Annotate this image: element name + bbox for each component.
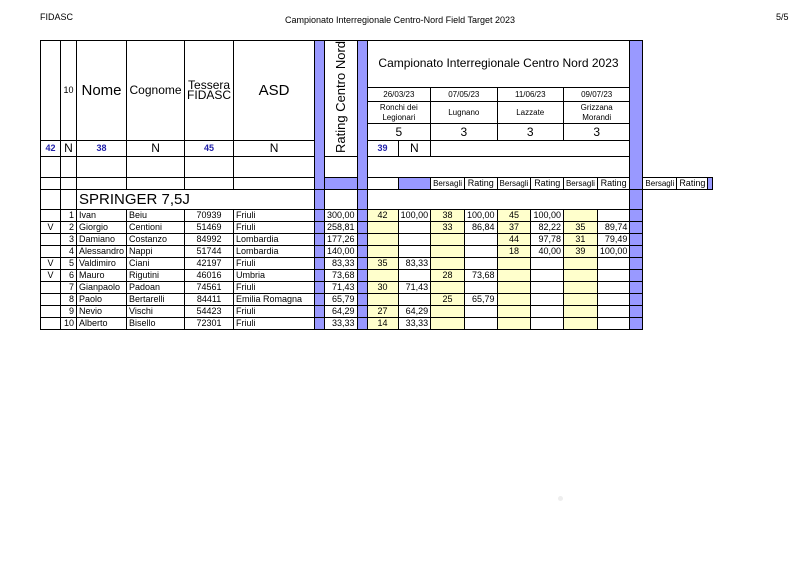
event-rating [597,210,630,222]
spacer-cell [367,190,630,210]
targets-hit [563,270,597,282]
targets-hit [431,234,465,246]
rating-subheader: Rating [465,178,498,190]
purple-cell [315,282,325,294]
event-place: Grizzana Morandi [563,102,629,124]
bersagli-subheader: Bersagli [431,178,465,190]
table-row [41,258,713,270]
event-rating: 100,00 [398,210,431,222]
bersagli-subheader: Bersagli [643,178,677,190]
event-rating: 71,43 [398,282,431,294]
total-rating: 140,00 [325,246,358,258]
spacer-cell [127,178,185,190]
purple-cell [357,282,367,294]
purple-cell [315,210,325,222]
event-rating [465,306,498,318]
veteran-flag [41,210,61,222]
total-rating: 65,79 [325,294,358,306]
targets-hit [563,210,597,222]
veteran-flag [41,282,61,294]
targets-hit [431,282,465,294]
targets-hit [431,318,465,330]
targets-hit [497,270,531,282]
purple-cell [315,222,325,234]
event-rating: 82,22 [531,222,564,234]
purple-cell [315,318,325,330]
event-rating [597,306,630,318]
spacer-cell [61,190,77,210]
asd-header: ASD [234,41,315,141]
event-rating: 73,68 [465,270,498,282]
veteran-flag: V [41,222,61,234]
membership-number: 42197 [185,258,234,270]
targets-hit: 37 [497,222,531,234]
first-name: Valdimiro [77,258,127,270]
targets-hit [497,294,531,306]
targets-hit [497,306,531,318]
targets-hit: 44 [497,234,531,246]
membership-number: 84992 [185,234,234,246]
purple-cell [630,222,643,234]
club: Emilia Romagna [234,294,315,306]
veteran-flag: V [41,270,61,282]
event-rounds: 3 [563,124,629,140]
position: 5 [61,258,77,270]
last-name: Rigutini [127,270,185,282]
event-date: 09/07/23 [563,87,629,101]
last-name: Bertarelli [127,294,185,306]
first-name: Damiano [77,234,127,246]
event-rating [531,306,564,318]
event-rating: 33,33 [398,318,431,330]
event-rating [465,246,498,258]
v-column-header [41,41,61,141]
purple-cell [315,258,325,270]
event-rating [465,234,498,246]
targets-hit [563,306,597,318]
purple-cell [630,294,643,306]
membership-number: 51744 [185,246,234,258]
targets-hit [367,222,398,234]
count-header: 10 [61,41,77,141]
targets-hit: 25 [431,294,465,306]
event-rating [597,294,630,306]
header-left: FIDASC [40,12,74,22]
purple-cell [357,190,367,210]
purple-cell [325,178,358,190]
last-name: Centioni [127,222,185,234]
targets-hit: 39 [563,246,597,258]
spacer-cell [77,157,127,178]
nome-header: Nome [77,41,127,141]
championship-title: Campionato Interregionale Centro Nord 2023 [367,41,630,88]
membership-number: 51469 [185,222,234,234]
position: 8 [61,294,77,306]
event-rating: 40,00 [531,246,564,258]
event-max-score: 39 [367,140,398,156]
targets-hit: 42 [367,210,398,222]
event-rating [597,318,630,330]
purple-cell [315,270,325,282]
purple-cell [357,246,367,258]
event-rounds: 3 [497,124,563,140]
spacer-cell [367,178,398,190]
event-n: N [398,140,431,156]
targets-hit [367,246,398,258]
event-rating: 89,74 [597,222,630,234]
last-name: Vischi [127,306,185,318]
event-rating [531,282,564,294]
membership-number: 74561 [185,282,234,294]
veteran-flag: V [41,258,61,270]
purple-cell [357,270,367,282]
position: 2 [61,222,77,234]
event-date: 11/06/23 [497,87,563,101]
first-name: Mauro [77,270,127,282]
total-rating: 64,29 [325,306,358,318]
total-rating: 83,33 [325,258,358,270]
club: Friuli [234,258,315,270]
dot-mark [558,496,563,501]
purple-cell [630,306,643,318]
purple-cell [630,246,643,258]
event-rating: 64,29 [398,306,431,318]
event-rating: 86,84 [465,222,498,234]
purple-cell [315,190,325,210]
bersagli-subheader: Bersagli [497,178,531,190]
spacer-cell [41,190,61,210]
purple-cell [357,294,367,306]
purple-cell [357,222,367,234]
rating-subheader: Rating [677,178,708,190]
event-max-score: 42 [41,140,61,156]
event-rating [597,258,630,270]
targets-hit: 33 [431,222,465,234]
spacer-cell [234,178,315,190]
purple-cell [357,210,367,222]
purple-cell [357,258,367,270]
table-row [41,294,713,306]
table-row [41,306,713,318]
header-title: Campionato Interregionale Centro-Nord Field Target 2023 [285,15,515,25]
last-name: Beiu [127,210,185,222]
purple-cell [708,178,713,190]
targets-hit [431,306,465,318]
targets-hit [497,258,531,270]
first-name: Paolo [77,294,127,306]
first-name: Alberto [77,318,127,330]
spacer-cell [367,157,630,178]
purple-cell [315,234,325,246]
veteran-flag [41,306,61,318]
event-rating: 100,00 [597,246,630,258]
total-rating: 177,26 [325,234,358,246]
spacer-cell [325,157,358,178]
purple-cell [630,190,643,210]
event-rating [398,294,431,306]
targets-hit: 45 [497,210,531,222]
purple-cell [630,270,643,282]
event-rating: 83,33 [398,258,431,270]
cognome-header: Cognome [127,41,185,141]
purple-cell [315,306,325,318]
last-name: Bisello [127,318,185,330]
targets-hit: 18 [497,246,531,258]
veteran-flag [41,246,61,258]
event-rating: 100,00 [531,210,564,222]
membership-number: 70939 [185,210,234,222]
targets-hit [367,294,398,306]
table-row [41,318,713,330]
targets-hit [431,246,465,258]
event-max-score: 38 [77,140,127,156]
event-rating [465,318,498,330]
event-rating: 97,78 [531,234,564,246]
position: 10 [61,318,77,330]
event-date: 07/05/23 [431,87,497,101]
event-rating: 65,79 [465,294,498,306]
targets-hit [497,282,531,294]
total-rating: 71,43 [325,282,358,294]
purple-cell [630,282,643,294]
event-rating: 79,49 [597,234,630,246]
spacer-cell [41,157,61,178]
membership-number: 46016 [185,270,234,282]
targets-hit [563,282,597,294]
targets-hit: 14 [367,318,398,330]
purple-cell [357,234,367,246]
purple-cell [315,294,325,306]
event-n: N [234,140,315,156]
table-row [41,210,713,222]
targets-hit [563,294,597,306]
rating-subheader: Rating [597,178,630,190]
event-rating [398,270,431,282]
targets-hit: 30 [367,282,398,294]
club: Friuli [234,318,315,330]
event-rating: 100,00 [465,210,498,222]
targets-hit [563,258,597,270]
total-rating: 258,81 [325,222,358,234]
table-row [41,270,713,282]
rating-cn-label: Rating Centro Nord [333,41,349,153]
targets-hit: 28 [431,270,465,282]
event-place: Lazzate [497,102,563,124]
event-rating [531,294,564,306]
table-body [41,41,713,330]
targets-hit [431,258,465,270]
purple-cell [630,318,643,330]
club: Friuli [234,282,315,294]
event-rating [531,318,564,330]
first-name: Nevio [77,306,127,318]
table-row [41,246,713,258]
targets-hit: 27 [367,306,398,318]
last-name: Ciani [127,258,185,270]
event-rating [398,246,431,258]
targets-hit [367,234,398,246]
club: Friuli [234,306,315,318]
targets-hit [367,270,398,282]
spacer-cell [41,178,61,190]
position: 7 [61,282,77,294]
event-rating [531,258,564,270]
purple-cell [357,318,367,330]
position: 6 [61,270,77,282]
bersagli-subheader: Bersagli [563,178,597,190]
first-name: Gianpaolo [77,282,127,294]
club: Friuli [234,222,315,234]
last-name: Costanzo [127,234,185,246]
table-row [41,282,713,294]
event-rounds: 3 [431,124,497,140]
spacer-cell [61,157,77,178]
club: Lombardia [234,234,315,246]
membership-number: 54423 [185,306,234,318]
total-rating: 73,68 [325,270,358,282]
purple-cell [315,246,325,258]
event-rating [531,270,564,282]
targets-hit: 35 [367,258,398,270]
rating-subheader: Rating [531,178,564,190]
purple-cell [357,306,367,318]
club: Umbria [234,270,315,282]
event-max-score: 45 [185,140,234,156]
event-rating [597,270,630,282]
spacer-cell [185,157,234,178]
position: 3 [61,234,77,246]
targets-hit [497,318,531,330]
spacer-cell [185,178,234,190]
purple-separator-2 [357,41,367,190]
last-name: Nappi [127,246,185,258]
position: 4 [61,246,77,258]
veteran-flag [41,318,61,330]
purple-cell [398,178,431,190]
table-row [41,222,713,234]
category-title: SPRINGER 7,5J [77,190,315,210]
rating-cn-header [325,41,358,157]
purple-cell [630,234,643,246]
spacer-cell [77,178,127,190]
spacer-cell [234,157,315,178]
event-rounds: 5 [367,124,431,140]
tessera-header: Tessera FIDASC [185,41,234,141]
spacer-cell [61,178,77,190]
last-name: Padoan [127,282,185,294]
event-place: Lugnano [431,102,497,124]
total-rating: 33,33 [325,318,358,330]
targets-hit: 35 [563,222,597,234]
event-rating [597,282,630,294]
purple-cell [630,210,643,222]
event-rating [398,234,431,246]
membership-number: 72301 [185,318,234,330]
veteran-flag [41,234,61,246]
event-n: N [127,140,185,156]
event-rating [465,258,498,270]
targets-hit: 31 [563,234,597,246]
club: Friuli [234,210,315,222]
position: 1 [61,210,77,222]
event-n: N [61,140,77,156]
purple-cell [630,258,643,270]
first-name: Giorgio [77,222,127,234]
event-rating [465,282,498,294]
position: 9 [61,306,77,318]
standings-table [40,40,713,330]
total-rating: 300,00 [325,210,358,222]
targets-hit: 38 [431,210,465,222]
event-date: 26/03/23 [367,87,431,101]
targets-hit [563,318,597,330]
purple-separator-1 [315,41,325,190]
event-rating [398,222,431,234]
spacer-cell [325,190,358,210]
table-row [41,234,713,246]
first-name: Alessandro [77,246,127,258]
club: Lombardia [234,246,315,258]
membership-number: 84411 [185,294,234,306]
purple-separator-3 [630,41,643,190]
first-name: Ivan [77,210,127,222]
event-place: Ronchi dei Legionari [367,102,431,124]
spacer-cell [127,157,185,178]
veteran-flag [41,294,61,306]
page-number: 5/5 [776,12,789,22]
